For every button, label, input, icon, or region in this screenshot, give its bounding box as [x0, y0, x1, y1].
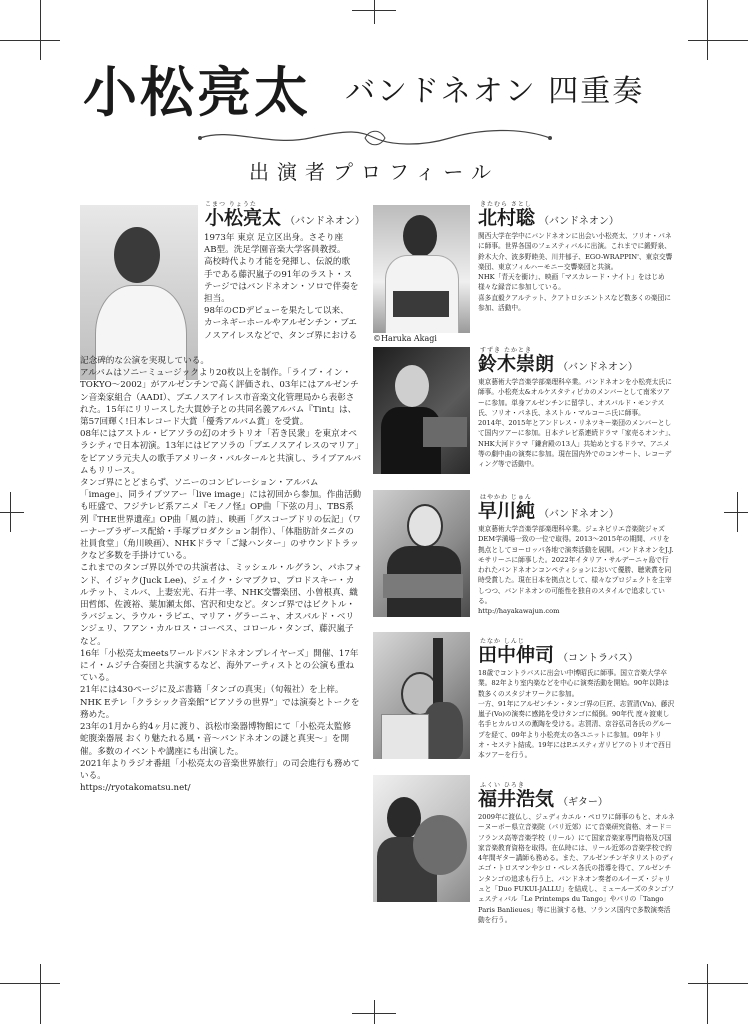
- bio-paragraph: タンゴ界にとどまらず、ソニーのコンピレーション・アルバム「image」、同ライブツアー「live image」には初回から参加。作曲活動も旺盛で、フジテレビ系アニメ『モノノ怪』OP曲「下弦の月」、TBS系列『THE世界遺産』OP曲「風の詩」、映画「グスコーブドリの伝記」（ワーナーブラザース配給・手塚プロダクション制作）、「体脂肪計タニタの社員食堂」（角川映画）、NHKドラマ「ご縁ハンター」のサウンドトラックなど多数を手掛けている。: [80, 478, 362, 562]
- page-title: 小松亮太: [83, 60, 311, 124]
- crop-mark: [10, 492, 11, 532]
- profile-name-text: 福井浩気: [478, 788, 555, 810]
- profile-bio: [478, 668, 675, 761]
- bio-line: 98年のCDデビューを果たして以来、: [204, 306, 349, 317]
- website-link[interactable]: https://ryotakomatsu.net/: [80, 783, 191, 794]
- profile-bio: [478, 377, 675, 470]
- profile-role: （ギター）: [558, 797, 608, 808]
- profile-name-text: 鈴木崇朗: [478, 353, 555, 375]
- section-title: 出演者プロフィール: [249, 160, 499, 184]
- profile-bio-paragraph: 喜多直毅クアルテット、クアトロシエントスなど数多くの楽団に参加、活動中。: [478, 293, 671, 313]
- crop-mark: [688, 40, 748, 41]
- crop-mark: [0, 512, 24, 513]
- main-name: [205, 207, 365, 233]
- bio-line: 担当。: [204, 294, 230, 305]
- crop-mark: [374, 0, 375, 24]
- profile-bio-paragraph: 東京藝術大学音楽学部楽理科卒業。バンドネオンを小松亮太氏に師事。小松亮太&オルケスタティピカのメンバーとして南米ツアーに参加。単身アルゼンチンに留学し、オスバルド・モンテス氏、フリオ・パネ氏、ネストル・マルコーニ氏に師事。: [478, 378, 672, 417]
- main-name-text: 小松亮太: [205, 207, 282, 229]
- main-name-kana: こまつ りょうた: [205, 201, 257, 208]
- bio-paragraph: アルバムはソニーミュージックより20枚以上を制作。「ライブ・イン・TOKYO〜2002」がアルゼンチンで高く評価され、03年にはアルゼンチン音楽家組合（AADI）、ブエノスアイレス市音楽文化管理局から表彰された。15年にリリースした大貫妙子との共同名義アルバム『Tint』は、第57回輝く!日本レコード大賞「優秀アルバム賞」を受賞。: [80, 368, 359, 428]
- main-bio: [80, 345, 362, 794]
- crop-mark: [0, 40, 60, 41]
- profile-bio-paragraph[interactable]: http://hayakawajun.com: [478, 607, 560, 616]
- main-role: （バンドネオン）: [285, 216, 365, 227]
- profile-kana: すずき たかとき: [480, 347, 532, 354]
- bio-line: カーネギーホールやアルゼンチン・ブエ: [204, 318, 357, 329]
- bio-paragraph: 23年の1月から約4ヶ月に渡り、浜松市楽器博物館にて「小松亮太監修 蛇腹楽器展 おくり魅たれる風・音〜バンドネオンの謎と真実〜」を開催。多数のイベントや講座にも出演した。: [80, 722, 352, 757]
- profile-name: [478, 644, 638, 670]
- profile-name: [478, 353, 638, 379]
- profile-bio: [478, 812, 675, 925]
- crop-mark: [0, 983, 60, 984]
- profile-name: [478, 788, 608, 814]
- profile-kana: きたむら さとし: [480, 201, 532, 208]
- crop-mark: [40, 964, 41, 1024]
- crop-mark: [707, 0, 708, 60]
- bio-line: テージではバンドネオン・ソロで伴奏を: [204, 281, 359, 292]
- profile-role: （バンドネオン）: [539, 216, 619, 227]
- profile-bio-paragraph: 2009年に渡仏し、ジュディカエル・ペロワに師事のもと、オルネーヌーボー県立音楽院（パリ近郊）にて音楽研究資格、オード＝フランス高等音楽学校（リール）にて国家音楽家専門資格及び国家音楽教育資格を取得。在仏時には、リール近郊の音楽学校で約4年間ギター講師も務める。また、アルゼンチンギタリストのディエゴ・トロスマンやシロ・ペレス各氏の指導を得て、アルゼンチンタンゴの追求も行う上、バンドネオン奏者のルイーズ・ジャリュと「Duo FUKUI-JALLU」を結成し、ミュールーズのタンゴフェスティバル「Le Printemps du Tango」やパリの「Tango Paris Banlieues」等に出演する他、フランス国内で多数演奏活動を行う。: [478, 813, 675, 924]
- profile-role: （コントラバス）: [558, 653, 639, 664]
- crop-mark: [737, 492, 738, 532]
- bio-paragraph: これまでのタンゴ界以外での共演者は、ミッシェル・ルグラン、パホフォンド、イジャク(Juck Lee)、ジェイク・シマブクロ、プロドスキー・カルテット、ミルバ、上妻宏光、石井一孝、NHK交響楽団、小曽根真、織田哲郎、佐渡裕、葉加瀬太郎、宮沢和史など。タンゴ界ではビクトル・ラバジェン、ラウル・ラビエ、マリア・グラーニャ、オスバルド・ベリンジェリ、フアン・カルロス・コーペス、コロール・タンゴ、藤沢嵐子など。: [80, 563, 362, 647]
- profile-role: （バンドネオン）: [539, 509, 619, 520]
- profile-photo-tanaka: [373, 632, 470, 759]
- profile-name: [478, 500, 619, 526]
- bio-paragraph: 2021年よりラジオ番組「小松亮太の音楽世界旅行」の司会進行も務めている。: [80, 758, 360, 781]
- crop-mark: [724, 512, 748, 513]
- main-bio-side: [204, 232, 360, 342]
- photo-credit: ©Haruka Akagi: [373, 334, 437, 343]
- profile-name-text: 田中伸司: [478, 644, 555, 666]
- profile-bio: [478, 524, 675, 617]
- crop-mark: [374, 1000, 375, 1024]
- profile-bio-paragraph: 東京藝術大学音楽学部楽理科卒業。ジェネビリエ音楽院ジャズDEM学満場一致の一位で取得。2013〜2015年の期間、パリを拠点としてヨーロッパ各地で演奏活動を展開。バンドネオンをJ.J.モサリーニに師事した。2022年イタリア・サルデーニャ島で行われたバンドネオンコンペティションにおいて優勝、聴衆賞を同時受賞した。現在日本を拠点として、様々なプロジェクトを主宰しつつ、バンドネオンの可能性を独自のスタイルで追求している。: [478, 525, 674, 606]
- profile-bio-paragraph: 18歳でコントラバスに出会い中博昭氏に師事。国立音楽大学卒業。82年より室内楽などを中心に演奏活動を開始。90年以降は数多くのスタジオワークに参加。: [478, 669, 669, 698]
- bio-line: AB型。洗足学園音楽大学客員教授。: [204, 245, 346, 256]
- bio-line: ノスアイレスなどで、タンゴ界における: [204, 330, 358, 341]
- ornament-flourish: [190, 125, 560, 151]
- profile-photo-kitamura: [373, 205, 470, 333]
- profile-kana: はやかわ じゅん: [480, 494, 532, 501]
- bio-paragraph: 21年には430ページに及ぶ書籍「タンゴの真実」（旬報社）を上梓。NHK Eテレ「クラシック音楽館“ピアソラの世界”」では演奏とトークを務めた。: [80, 685, 360, 720]
- bio-line: 手である藤沢嵐子の91年のラスト・ス: [204, 269, 353, 280]
- bio-paragraph: 08年にはアストル・ピアソラの幻のオラトリオ「若き民衆」を東京オペラシティで日本初演。13年にはピアソラの「ブエノスアイレスのマリア」をピアソラ元夫人の歌手アメリータ・バルタールと共演し、ライブアルバムもリリース。: [80, 429, 362, 476]
- profile-name-text: 早川純: [478, 500, 536, 522]
- profile-bio-paragraph: 一方、91年にアルゼンチン・タンゴ界の巨匠、志賀清(Vn)、藤沢嵐子(Vo)の演奏に感銘を受けタンゴに傾倒。90年代 度々渡東し名手ヒカルロスの薫陶を受ける。志賀清、京谷弘司各氏のグループを経て、09年より小松亮太の各ユニットに参加。09年トリオ・セステト結成。19年にはP.エスティガリビアのトリオで西日本ツアーを行う。: [478, 699, 675, 760]
- profile-name-text: 北村聡: [478, 207, 536, 229]
- profile-photo-suzuki: [373, 347, 470, 474]
- profile-kana: ふくい ひろき: [480, 782, 525, 789]
- bio-line: 1973年 東京 足立区出身。さそり座: [204, 233, 344, 243]
- crop-mark: [707, 964, 708, 1024]
- page-subtitle: バンドネオン 四重奏: [345, 74, 645, 109]
- profile-kana: たなか しんじ: [480, 638, 525, 645]
- profile-bio: [478, 231, 675, 313]
- bio-paragraph: 16年「小松亮太meetsワールドバンドネオンプレイヤーズ」開催、17年にイ・ムジチ合奏団と共演するなど、海外アーティストとの公演も重ねている。: [80, 648, 359, 684]
- profile-name: [478, 207, 619, 233]
- profile-photo-hayakawa: [373, 490, 470, 617]
- profile-role: （バンドネオン）: [558, 362, 638, 373]
- profile-bio-paragraph: 関西大学在学中にバンドネオンに出会い小松亮太、フリオ・パネに師事。世界各国のフェスティバルに出演。これまでに鍛野泉、鈴木大介、波多野睦美、川井郁子、EGO-WRAPPIN'、東京交響楽団、東京フィルハーモニー交響楽団と共演。: [478, 232, 673, 271]
- profile-photo-fukui: [373, 775, 470, 902]
- bio-paragraph: 記念碑的な公演を実現している。: [80, 356, 209, 366]
- crop-mark: [40, 0, 41, 60]
- profile-bio-paragraph: 2014年、2015年とアンドレス・リネツキー楽団のメンバーとして国内ツアーに参加。日本テレビ系連続ドラマ「家売るオンナ」、NHK大河ドラマ「鎌倉殿の13人」共始めとするドラマ、アニメ等の劇中曲の演奏に参加。現在国内外でのコンサート、レコーディング等で活動中。: [478, 419, 675, 469]
- profile-bio-paragraph: NHK「青天を衝け」、映画「マスカレード・ナイト」をはじめ様々な録音に参加している。: [478, 273, 665, 292]
- bio-line: 高校時代より才能を発揮し、伝説的歌: [204, 257, 351, 268]
- crop-mark: [688, 983, 748, 984]
